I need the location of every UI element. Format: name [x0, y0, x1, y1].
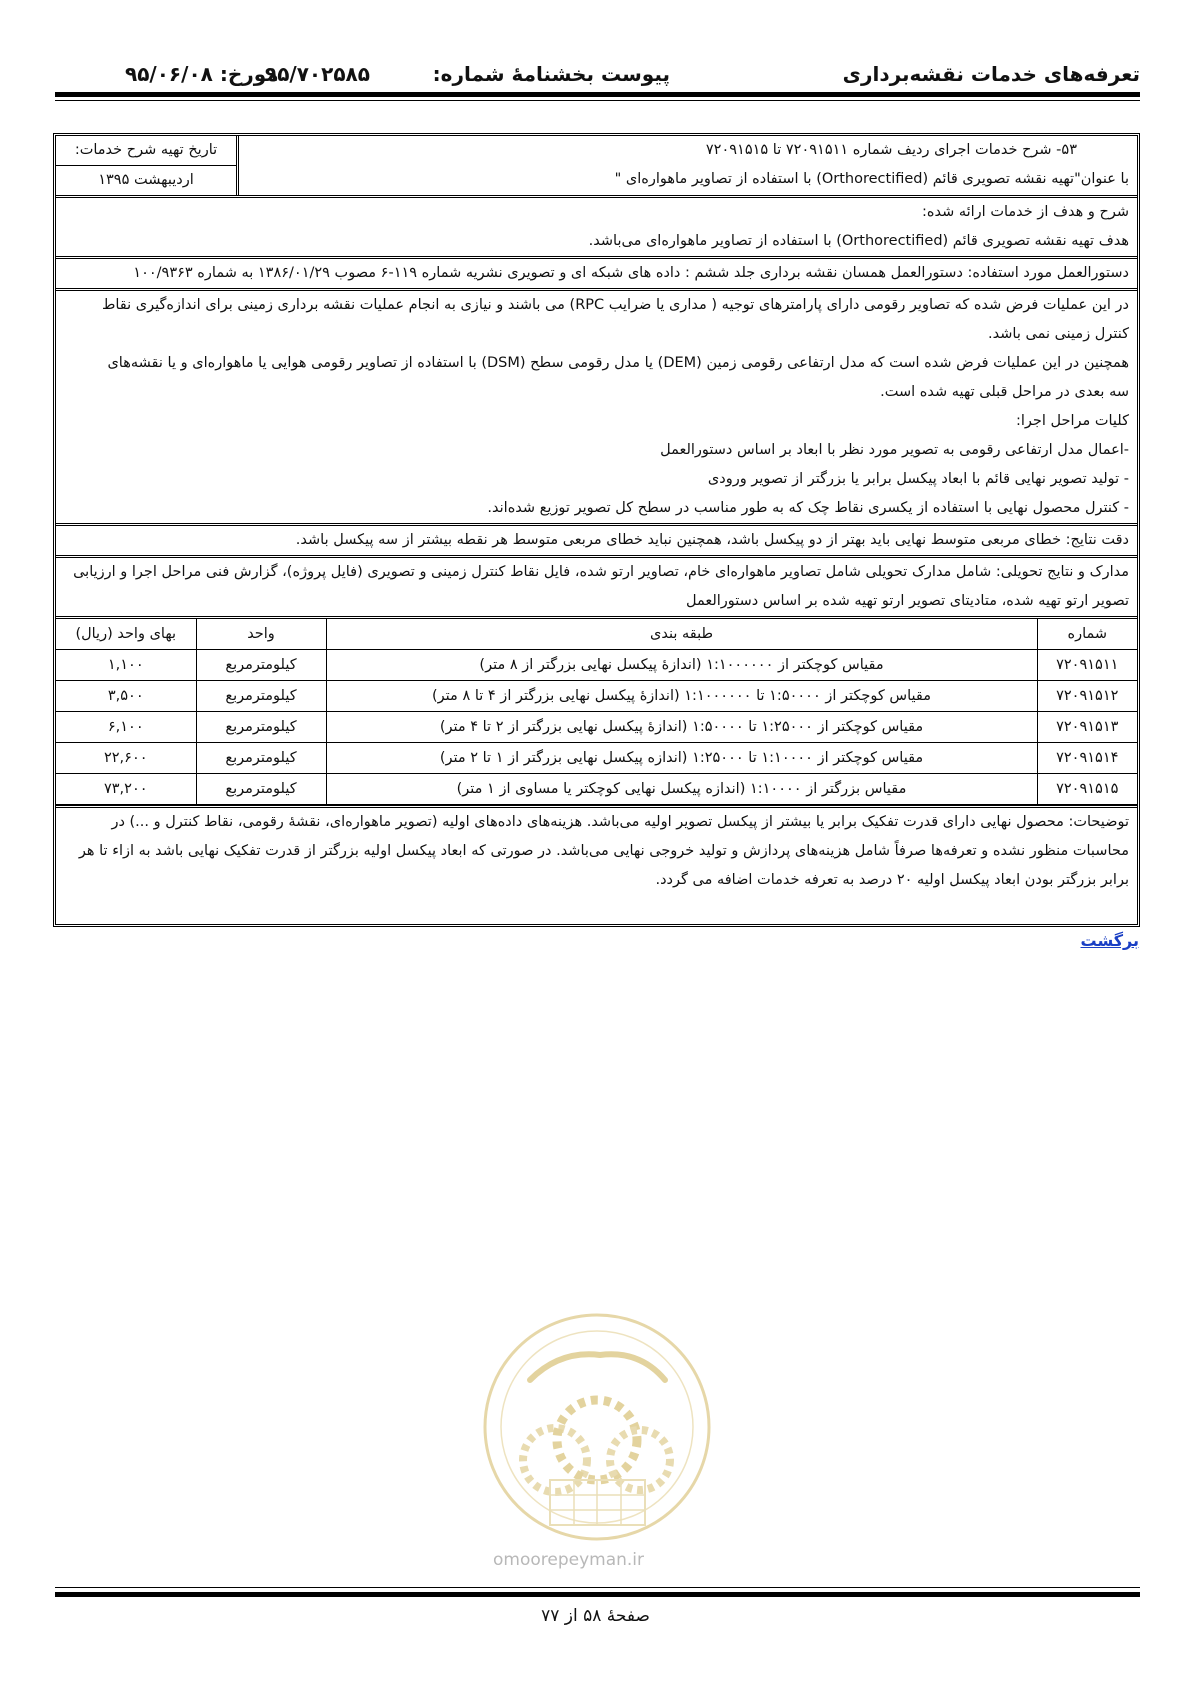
- deliverables-line: تصویر ارتو تهیه شده، متادیتای تصویر ارتو تهیه شده بر اساس دستورالعمل: [685, 593, 1129, 609]
- table-row: [56, 650, 1137, 681]
- prep-date-value: اردیبهشت ۱۳۹۵: [98, 172, 194, 188]
- row-category: مقیاس کوچکتر از ۱:۱۰۰۰۰۰۰ (اندازهٔ پیکسل نهایی بزرگتر از ۸ متر): [326, 650, 1037, 681]
- col-header-unit: واحد: [196, 619, 326, 650]
- assumptions-section: [56, 291, 1137, 526]
- header-rule: [55, 92, 1140, 97]
- row-unit: کیلومترمربع: [196, 681, 326, 712]
- assumption-line: سه بعدی در مراحل قبلی تهیه شده است.: [880, 384, 1129, 400]
- table-row: [56, 743, 1137, 774]
- document-title: تعرفه‌های خدمات نقشه‌برداری: [842, 62, 1140, 86]
- table-row: [56, 681, 1137, 712]
- service-title-row: [56, 136, 1137, 198]
- table-row: [56, 712, 1137, 743]
- deliverables-line: مدارک و نتایج تحویلی: شامل مدارک تحویلی شامل تصاویر ماهواره‌ای خام، تصاویر ارتو شده، فایل نقاط کنترل زمینی و تصویری (فایل پروژه)، گزارش فنی مراحل اجرا و ارزیابی: [73, 564, 1129, 580]
- row-price: ۶,۱۰۰: [56, 712, 196, 743]
- watermark-site-text: omoorepeyman.ir: [493, 1550, 645, 1570]
- row-category: مقیاس بزرگتر از ۱:۱۰۰۰۰ (اندازه پیکسل نهایی کوچکتر یا مساوی از ۱ متر): [326, 774, 1037, 805]
- page-header: [55, 40, 1140, 100]
- footer-rule-thin: [55, 1587, 1140, 1588]
- goal-label: شرح و هدف از خدمات ارائه شده:: [921, 204, 1129, 220]
- row-category: مقیاس کوچکتر از ۱:۵۰۰۰۰ تا ۱:۱۰۰۰۰۰۰ (اندازهٔ پیکسل نهایی بزرگتر از ۴ تا ۸ متر): [326, 681, 1037, 712]
- accuracy-section: [56, 526, 1137, 558]
- row-code: ۷۲۰۹۱۵۱۱: [1037, 650, 1137, 681]
- row-code: ۷۲۰۹۱۵۱۳: [1037, 712, 1137, 743]
- row-code: ۷۲۰۹۱۵۱۲: [1037, 681, 1137, 712]
- row-price: ۲۲,۶۰۰: [56, 743, 196, 774]
- step-item: - تولید تصویر نهایی قائم با ابعاد پیکسل برابر یا بزرگتر از تصویر ورودی: [707, 471, 1129, 487]
- goal-section: [56, 198, 1137, 259]
- row-category: مقیاس کوچکتر از ۱:۱۰۰۰۰ تا ۱:۲۵۰۰۰ (اندازه پیکسل نهایی بزرگتر از ۱ تا ۲ متر): [326, 743, 1037, 774]
- deliverables-section: [56, 558, 1137, 619]
- col-header-price: بهای واحد (ریال): [56, 619, 196, 650]
- row-price: ۷۳,۲۰۰: [56, 774, 196, 805]
- rates-table-section: [56, 619, 1137, 808]
- footer-rule: [55, 1592, 1140, 1597]
- step-item: -اعمال مدل ارتفاعی رقومی به تصویر مورد نظر با ابعاد بر اساس دستورالعمل: [660, 442, 1129, 458]
- row-price: ۱,۱۰۰: [56, 650, 196, 681]
- watermark-stamp-icon: [480, 1310, 715, 1545]
- step-item: - کنترل محصول نهایی با استفاده از یکسری نقاط چک که به طور مناسب در سطح کل تصویر توزیع شده‌اند.: [487, 500, 1129, 516]
- header-rule-thin: [55, 100, 1140, 101]
- service-title-line2: با عنوان"تهیه نقشه تصویری قائم (Orthorectified) با استفاده از تصاویر ماهواره‌ای ": [614, 171, 1129, 187]
- row-code: ۷۲۰۹۱۵۱۵: [1037, 774, 1137, 805]
- rates-table: [56, 619, 1137, 805]
- row-unit: کیلومترمربع: [196, 774, 326, 805]
- notes-section: [56, 808, 1137, 895]
- page-number: صفحهٔ ۵۸ از ۷۷: [541, 1606, 650, 1626]
- table-header-row: [56, 619, 1137, 650]
- row-unit: کیلومترمربع: [196, 712, 326, 743]
- assumption-line: همچنین در این عملیات فرض شده است که مدل ارتفاعی رقومی زمین (DEM) یا مدل رقومی سطح (DSM) با استفاده از تصاویر رقومی هوایی یا ماهواره‌ای و یا نقشه‌های: [107, 355, 1129, 371]
- steps-heading: کلیات مراحل اجرا:: [1015, 413, 1129, 429]
- col-header-code: شماره: [1037, 619, 1137, 650]
- service-title-line1: ۵۳- شرح خدمات اجرای ردیف شماره ۷۲۰۹۱۵۱۱ تا ۷۲۰۹۱۵۱۵: [705, 142, 1077, 158]
- prep-date-label: تاریخ تهیه شرح خدمات:: [56, 136, 236, 166]
- row-unit: کیلومترمربع: [196, 743, 326, 774]
- back-link[interactable]: برگشت: [1080, 931, 1139, 950]
- row-price: ۳,۵۰۰: [56, 681, 196, 712]
- table-row: [56, 774, 1137, 805]
- circular-date: مورخ: ۹۵/۰۶/۰۸: [125, 62, 279, 86]
- assumption-line: کنترل زمینی نمی باشد.: [988, 326, 1129, 342]
- circular-number: ۹۵/۷۰۲۵۸۵: [265, 62, 370, 86]
- notes-line: برابر بزرگتر بودن ابعاد پیکسل اولیه ۲۰ درصد به تعرفه خدمات اضافه می گردد.: [655, 872, 1129, 888]
- row-unit: کیلومترمربع: [196, 650, 326, 681]
- notes-line: توضیحات: محصول نهایی دارای قدرت تفکیک برابر یا بیشتر از پیکسل تصویر اولیه می‌باشد. هزینه‌های داده‌های اولیه (تصویر ماهواره‌ای، نقشهٔ رقومی، نقاط کنترل و ...) در: [111, 814, 1129, 830]
- attachment-label: پیوست بخشنامهٔ شماره:: [432, 62, 670, 86]
- assumption-line: در این عملیات فرض شده که تصاویر رقومی دارای پارامترهای توجیه ( مداری یا ضرایب RPC) می باشند و نیازی به انجام عملیات نقشه برداری زمینی برای اندازه‌گیری نقاط: [101, 297, 1129, 313]
- row-category: مقیاس کوچکتر از ۱:۲۵۰۰۰ تا ۱:۵۰۰۰۰ (اندازهٔ پیکسل نهایی بزرگتر از ۲ تا ۴ متر): [326, 712, 1037, 743]
- standard-section: [56, 259, 1137, 291]
- goal-text: هدف تهیه نقشه تصویری قائم (Orthorectified) با استفاده از تصاویر ماهواره‌ای می‌باشد.: [588, 233, 1129, 249]
- standard-text: دستورالعمل مورد استفاده: دستورالعمل همسان نقشه برداری جلد ششم : داده های شبکه ای و تصویری نشریه شماره ۱۱۹-۶ مصوب ۱۳۸۶/۰۱/۲۹ به شماره ۱۰۰/۹۳۶۳: [133, 265, 1129, 281]
- col-header-category: طبقه بندی: [326, 619, 1037, 650]
- notes-line: محاسبات منظور نشده و تعرفه‌ها صرفاً شامل هزینه‌های پردازش و تولید خروجی نهایی می‌باشد. در صورتی که ابعاد پیکسل اولیه بزرگتر از قدرت تفکیک نهایی باشد به ازاء تا هر: [78, 843, 1129, 859]
- row-code: ۷۲۰۹۱۵۱۴: [1037, 743, 1137, 774]
- accuracy-text: دقت نتایج: خطای مربعی متوسط نهایی باید بهتر از دو پیکسل باشد، همچنین نباید خطای مربعی متوسط هر نقطه بیشتر از سه پیکسل باشد.: [295, 532, 1129, 548]
- service-description-box: [53, 133, 1140, 927]
